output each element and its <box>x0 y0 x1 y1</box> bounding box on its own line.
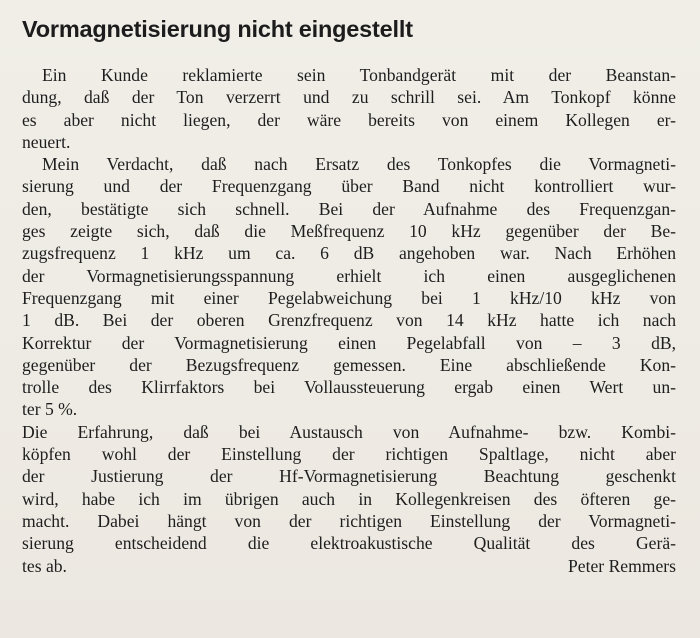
text-line: macht. Dabei hängt von der richtigen Einstellung der Vormagneti- <box>22 510 676 531</box>
author-signature: Peter Remmers <box>568 555 676 576</box>
text-line: der Justierung der Hf-Vormagnetisierung Beachtung geschenkt <box>22 466 676 487</box>
text-line: gegenüber der Bezugsfrequenz gemessen. Eine abschließende Kon- <box>22 354 676 375</box>
text-line: 1 dB. Bei der oberen Grenzfrequenz von 14 kHz hatte ich nach <box>22 310 676 331</box>
paragraph-2 <box>22 153 676 421</box>
text-line: neuert. <box>22 131 71 152</box>
text-line: ter 5 %. <box>22 399 78 420</box>
text-line: ges zeigte sich, daß die Meßfrequenz 10 kHz gegenüber der Be- <box>22 221 676 242</box>
text-line: dung, daß der Ton verzerrt und zu schrill sei. Am Tonkopf könne <box>22 87 676 108</box>
paragraph-1 <box>22 64 676 153</box>
paragraph-3 <box>22 421 676 577</box>
text-line: wird, habe ich im übrigen auch in Kollegenkreisen des öfteren ge- <box>22 488 676 509</box>
article-title: Vormagnetisierung nicht eingestellt <box>22 16 413 42</box>
text-line: Ein Kunde reklamierte sein Tonbandgerät mit der Beanstan- <box>42 65 676 85</box>
text-line: köpfen wohl der Einstellung der richtigen Spaltlage, nicht aber <box>22 444 676 465</box>
closing-text: tes ab. <box>22 555 67 576</box>
text-line: den, bestätigte sich schnell. Bei der Aufnahme des Frequenzgan- <box>22 198 676 219</box>
text-line: sierung entscheidend die elektroakustische Qualität des Gerä- <box>22 533 676 554</box>
text-line: es aber nicht liegen, der wäre bereits von einem Kollegen er- <box>22 109 676 130</box>
text-line: zugsfrequenz 1 kHz um ca. 6 dB angehoben war. Nach Erhöhen <box>22 243 676 264</box>
text-line: sierung und der Frequenzgang über Band nicht kontrolliert wur- <box>22 176 676 197</box>
text-line: Die Erfahrung, daß bei Austausch von Aufnahme- bzw. Kombi- <box>22 421 676 442</box>
text-line: Korrektur der Vormagnetisierung einen Pegelabfall von – 3 dB, <box>22 332 676 353</box>
text-line: Mein Verdacht, daß nach Ersatz des Tonkopfes die Vormagneti- <box>42 154 676 175</box>
text-line: Frequenzgang mit einer Pegelabweichung bei 1 kHz/10 kHz von <box>22 287 676 308</box>
article-body <box>22 64 676 577</box>
closing-line <box>22 555 676 577</box>
text-line: trolle des Klirrfaktors bei Vollaussteuerung ergab einen Wert un- <box>22 377 676 398</box>
text-line: der Vormagnetisierungsspannung erhielt ich einen ausgeglichenen <box>22 265 676 286</box>
